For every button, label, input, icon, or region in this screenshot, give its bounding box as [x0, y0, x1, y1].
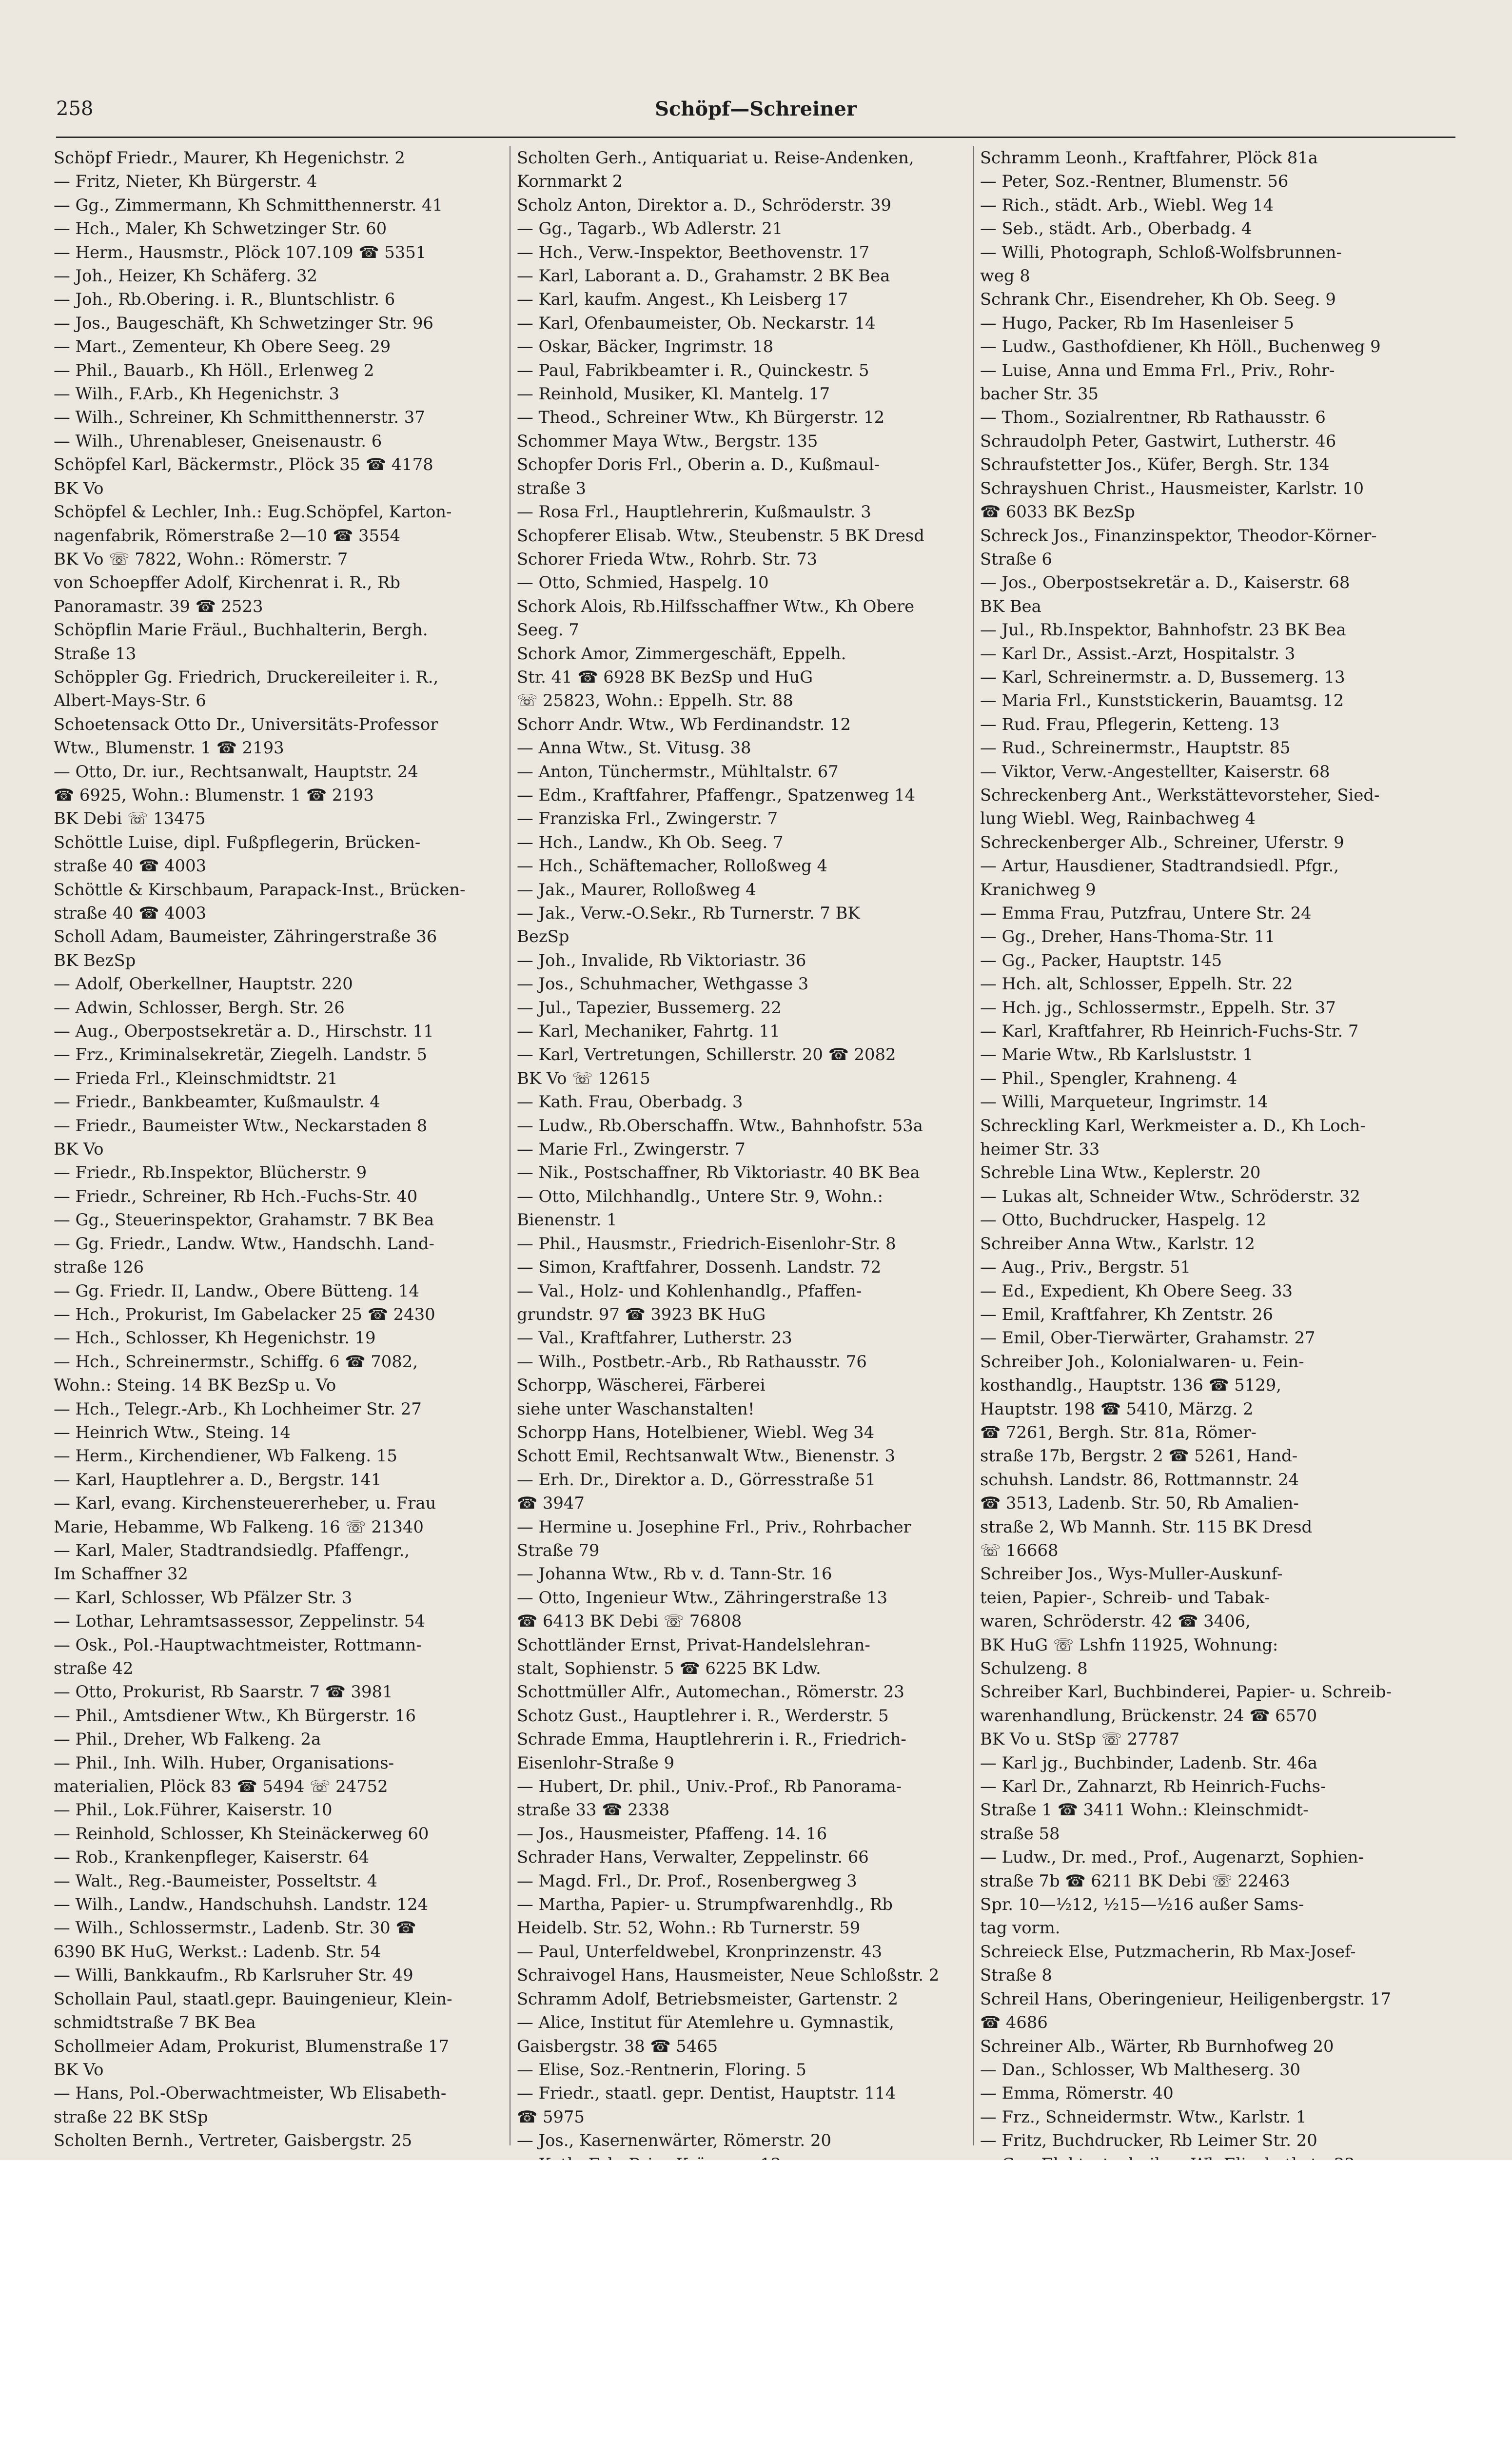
directory-entry: BK Vo	[54, 2060, 104, 2079]
directory-entry: — Otto, Dr. iur., Rechtsanwalt, Hauptstr. 24	[54, 762, 418, 781]
column-divider	[973, 146, 974, 2145]
directory-entry: — Ludw., Rb.Oberschaffn. Wtw., Bahnhofstr. 53a	[517, 1116, 923, 1135]
directory-entry: — Jos., Hausmeister, Pfaffeng. 14. 16	[517, 1824, 827, 1843]
directory-entry: — Wilh., Schreiner, Kh Schmitthennerstr. 37	[54, 408, 425, 427]
directory-entry: Schork Amor, Zimmergeschäft, Eppelh.	[517, 644, 846, 663]
directory-entry: — Wilh., Landw., Handschuhsh. Landstr. 124	[54, 1895, 428, 1914]
footer	[0, 2160, 1512, 2272]
directory-entry: Schreckling Karl, Werkmeister a. D., Kh Loch-	[980, 1116, 1366, 1135]
directory-entry: Schreckenberg Ant., Werkstättevorsteher, Sied-	[980, 785, 1380, 805]
page-header	[56, 93, 1455, 132]
directory-entry: — Karl, Vertretungen, Schillerstr. 20 ☎ 2082	[517, 1045, 896, 1064]
directory-entry: Kornmarkt 2	[517, 172, 623, 191]
header-rule	[56, 137, 1455, 138]
directory-entry: Schöppler Gg. Friedrich, Druckereileiter i. R.,	[54, 667, 439, 687]
directory-entry: bacher Str. 35	[980, 384, 1099, 404]
directory-entry: — Fritz, Buchdrucker, Rb Leimer Str. 20	[980, 2131, 1317, 2150]
directory-entry: Eisenlohr-Straße 9	[517, 1753, 674, 1772]
column-3	[980, 146, 1455, 2160]
directory-entry: — Wilh., Schlossermstr., Ladenb. Str. 30 ☎	[54, 1918, 416, 1938]
directory-entry: ☎ 6925, Wohn.: Blumenstr. 1 ☎ 2193	[54, 785, 374, 805]
directory-entry: — Karl, Ofenbaumeister, Ob. Neckarstr. 14	[517, 313, 876, 333]
directory-entry: — Hans, Pol.-Oberwachtmeister, Wb Elisabeth-	[54, 2084, 447, 2103]
directory-entry: Scholten Bernh., Vertreter, Gaisbergstr. 25	[54, 2131, 412, 2150]
directory-entry: Straße 6	[980, 549, 1052, 569]
directory-entry: — Edm., Kraftfahrer, Pfaffengr., Spatzenweg 14	[517, 785, 916, 805]
directory-entry: Schreiber Anna Wtw., Karlstr. 12	[980, 1234, 1255, 1253]
directory-entry: grundstr. 97 ☎ 3923 BK HuG	[517, 1304, 766, 1324]
directory-entry: — Val., Kraftfahrer, Lutherstr. 23	[517, 1328, 792, 1348]
directory-entry: Schreiner Alb., Wärter, Rb Burnhofweg 20	[980, 2036, 1334, 2056]
directory-entry: — Marie Frl., Zwingerstr. 7	[517, 1140, 746, 1159]
directory-entry: — Ludw., Dr. med., Prof., Augenarzt, Sophien-	[980, 1848, 1364, 1867]
directory-entry: — Luise, Anna und Emma Frl., Priv., Rohr-	[980, 360, 1335, 380]
directory-entry: — Karl, Mechaniker, Fahrtg. 11	[517, 1022, 780, 1041]
directory-entry: — Gg., Packer, Hauptstr. 145	[980, 950, 1222, 970]
directory-entry: — Marie Wtw., Rb Karlsluststr. 1	[980, 1045, 1253, 1064]
directory-entry: Schorpp, Wäscherei, Färberei	[517, 1376, 766, 1395]
directory-entry: BK Vo u. StSp ☏ 27787	[980, 1730, 1180, 1749]
directory-entry: — Mart., Zementeur, Kh Obere Seeg. 29	[54, 337, 391, 356]
directory-entry: — Karl, Kraftfahrer, Rb Heinrich-Fuchs-Str. 7	[980, 1022, 1359, 1041]
directory-entry: — Otto, Ingenieur Wtw., Zähringerstraße 13	[517, 1588, 888, 1607]
directory-entry: — Wilh., Uhrenableser, Gneisenaustr. 6	[54, 431, 382, 451]
directory-entry: — Alice, Institut für Atemlehre u. Gymnastik,	[517, 2013, 894, 2032]
directory-entry: — Otto, Buchdrucker, Haspelg. 12	[980, 1210, 1266, 1230]
directory-entry: nagenfabrik, Römerstraße 2—10 ☎ 3554	[54, 526, 400, 545]
directory-entry: Gaisbergstr. 38 ☎ 5465	[517, 2036, 718, 2056]
directory-entry: — Paul, Fabrikbeamter i. R., Quinckestr. 5	[517, 360, 869, 380]
directory-entry: — Rich., städt. Arb., Wiebl. Weg 14	[980, 195, 1274, 215]
directory-entry: BK Vo	[54, 1140, 104, 1159]
directory-entry: — Karl, kaufm. Angest., Kh Leisberg 17	[517, 290, 848, 309]
directory-entry: Seeg. 7	[517, 620, 579, 640]
directory-entry: straße 2, Wb Mannh. Str. 115 BK Dresd	[980, 1517, 1313, 1536]
directory-entry: Schork Alois, Rb.Hilfsschaffner Wtw., Kh Obere	[517, 596, 915, 616]
directory-entry: — Karl, Schreinermstr. a. D, Bussemerg. 13	[980, 667, 1345, 687]
directory-entry: — Viktor, Verw.-Angestellter, Kaiserstr. 68	[980, 762, 1330, 781]
directory-entry: — Aug., Priv., Bergstr. 51	[980, 1258, 1191, 1277]
directory-entry: — Gg. Friedr., Landw. Wtw., Handschh. Land-	[54, 1234, 434, 1253]
directory-entry: — Phil., Inh. Wilh. Huber, Organisations-	[54, 1753, 394, 1772]
directory-entry: Schorpp Hans, Hotelbiener, Wiebl. Weg 34	[517, 1422, 875, 1442]
directory-entry: — Anton, Tünchermstr., Mühltalstr. 67	[517, 762, 839, 781]
directory-entry: — Emma, Römerstr. 40	[980, 2084, 1174, 2103]
directory-entry: Schreckenberger Alb., Schreiner, Uferstr. 9	[980, 832, 1344, 852]
directory-entry: ☏ 25823, Wohn.: Eppelh. Str. 88	[517, 691, 793, 710]
directory-entry: Schreiber Karl, Buchbinderei, Papier- u. Schreib-	[980, 1682, 1392, 1702]
directory-entry: von Schoepffer Adolf, Kirchenrat i. R., Rb	[54, 573, 401, 592]
directory-entry: Schreieck Else, Putzmacherin, Rb Max-Josef-	[980, 1942, 1356, 1961]
directory-entry: — Paul, Unterfeldwebel, Kronprinzenstr. 43	[517, 1942, 883, 1961]
directory-entry: Schorer Frieda Wtw., Rohrb. Str. 73	[517, 549, 818, 569]
directory-entry: — Gg., Dreher, Hans-Thoma-Str. 11	[980, 927, 1276, 946]
directory-entry: Schramm Leonh., Kraftfahrer, Plöck 81a	[980, 148, 1318, 167]
directory-entry: Im Schaffner 32	[54, 1564, 188, 1584]
directory-entry: straße 22 BK StSp	[54, 2107, 208, 2126]
directory-entry: — Karl, evang. Kirchensteuererheber, u. Frau	[54, 1494, 436, 1513]
directory-entry: — Artur, Hausdiener, Stadtrandsiedl. Pfgr.,	[980, 856, 1339, 876]
directory-entry: straße 17b, Bergstr. 2 ☎ 5261, Hand-	[980, 1446, 1298, 1466]
directory-entry: — Johanna Wtw., Rb v. d. Tann-Str. 16	[517, 1564, 832, 1584]
directory-entry: Schorr Andr. Wtw., Wb Ferdinandstr. 12	[517, 714, 851, 734]
directory-entry: — Dan., Schlosser, Wb Maltheserg. 30	[980, 2060, 1301, 2079]
directory-entry: Schöpflin Marie Fräul., Buchhalterin, Bergh.	[54, 620, 428, 640]
directory-entry: — Herm., Kirchendiener, Wb Falkeng. 15	[54, 1446, 397, 1466]
directory-entry: — Val., Holz- und Kohlenhandlg., Pfaffen-	[517, 1281, 862, 1300]
directory-entry: — Rud., Schreinermstr., Hauptstr. 85	[980, 738, 1291, 758]
directory-entry: straße 126	[54, 1258, 144, 1277]
directory-entry: — Phil., Spengler, Krahneng. 4	[980, 1068, 1237, 1088]
directory-entry: — Reinhold, Musiker, Kl. Mantelg. 17	[517, 384, 830, 404]
directory-entry: — Jul., Rb.Inspektor, Bahnhofstr. 23 BK Bea	[980, 620, 1346, 640]
directory-entry: Straße 13	[54, 644, 137, 663]
directory-entry: Scholl Adam, Baumeister, Zähringerstraße 36	[54, 927, 437, 946]
directory-entry: — Karl, Maler, Stadtrandsiedlg. Pfaffengr.,	[54, 1540, 410, 1560]
directory-entry: — Hch., Prokurist, Im Gabelacker 25 ☎ 2430	[54, 1304, 435, 1324]
directory-entry: siehe unter Waschanstalten!	[517, 1399, 755, 1418]
directory-entry: straße 33 ☎ 2338	[517, 1800, 670, 1820]
column-divider	[510, 146, 511, 2145]
directory-entry: Schreck Jos., Finanzinspektor, Theodor-Körner-	[980, 526, 1377, 545]
directory-entry: weg 8	[980, 266, 1030, 286]
directory-entry: Schopferer Elisab. Wtw., Steubenstr. 5 BK Dresd	[517, 526, 924, 545]
directory-entry: ☎ 7261, Bergh. Str. 81a, Römer-	[980, 1422, 1257, 1442]
directory-entry: BK Vo ☏ 12615	[517, 1068, 650, 1088]
directory-entry: — Friedr., staatl. gepr. Dentist, Hauptstr. 114	[517, 2084, 896, 2103]
directory-entry: Schreiber Jos., Wys-Muller-Auskunf-	[980, 1564, 1283, 1584]
directory-entry: straße 3	[517, 478, 587, 498]
directory-entry: — Karl, Hauptlehrer a. D., Bergstr. 141	[54, 1470, 382, 1489]
directory-entry: Bienenstr. 1	[517, 1210, 617, 1230]
directory-entry: — Hch. jg., Schlossermstr., Eppelh. Str. 37	[980, 998, 1336, 1017]
directory-entry: straße 58	[980, 1824, 1060, 1843]
directory-entry: — Hch., Schreinermstr., Schiffg. 6 ☎ 7082,	[54, 1352, 418, 1371]
directory-entry: Schöpf Friedr., Maurer, Kh Hegenichstr. 2	[54, 148, 405, 167]
directory-entry: BK Bea	[980, 596, 1041, 616]
directory-entry: Schott Emil, Rechtsanwalt Wtw., Bienenstr. 3	[517, 1446, 896, 1466]
directory-entry: Heidelb. Str. 52, Wohn.: Rb Turnerstr. 59	[517, 1918, 861, 1938]
directory-entry: — Joh., Invalide, Rb Viktoriastr. 36	[517, 950, 806, 970]
directory-entry: — Erh. Dr., Direktor a. D., Görresstraße 51	[517, 1470, 876, 1489]
directory-entry: Schöpfel & Lechler, Inh.: Eug.Schöpfel, Karton-	[54, 502, 452, 522]
directory-entry: BK Debi ☏ 13475	[54, 809, 206, 828]
directory-entry: ☎ 5975	[517, 2107, 585, 2126]
directory-entry: lung Wiebl. Weg, Rainbachweg 4	[980, 809, 1256, 828]
directory-entry: — Joh., Heizer, Kh Schäferg. 32	[54, 266, 317, 286]
directory-entry: Str. 41 ☎ 6928 BK BezSp und HuG	[517, 667, 813, 687]
directory-entry: — Franziska Frl., Zwingerstr. 7	[517, 809, 778, 828]
directory-entry: heimer Str. 33	[980, 1140, 1100, 1159]
directory-entry: — Karl, Schlosser, Wb Pfälzer Str. 3	[54, 1588, 353, 1607]
directory-entry: — Willi, Marqueteur, Ingrimstr. 14	[980, 1092, 1268, 1112]
directory-entry: Schreiber Joh., Kolonialwaren- u. Fein-	[980, 1352, 1304, 1371]
directory-entry: — Frz., Schneidermstr. Wtw., Karlstr. 1	[980, 2107, 1307, 2126]
directory-entry: straße 42	[54, 1659, 134, 1678]
directory-entry: Straße 79	[517, 1540, 600, 1560]
directory-entry: — Frieda Frl., Kleinschmidtstr. 21	[54, 1068, 338, 1088]
page-number: 258	[56, 98, 94, 120]
directory-entry: — Hch., Landw., Kh Ob. Seeg. 7	[517, 832, 784, 852]
directory-entry: Albert-Mays-Str. 6	[54, 691, 206, 710]
directory-entry: BK Vo	[54, 478, 104, 498]
directory-entry: — Jos., Baugeschäft, Kh Schwetzinger Str. 96	[54, 313, 433, 333]
directory-entry: — Willi, Bankkaufm., Rb Karlsruher Str. 49	[54, 1966, 413, 1985]
directory-entry: — Otto, Prokurist, Rb Saarstr. 7 ☎ 3981	[54, 1682, 393, 1702]
directory-entry: — Friedr., Schreiner, Rb Hch.-Fuchs-Str. 40	[54, 1186, 418, 1206]
directory-entry: Scholten Gerh., Antiquariat u. Reise-Andenken,	[517, 148, 914, 167]
directory-entry: straße 40 ☎ 4003	[54, 904, 207, 923]
directory-entry: ☎ 4686	[980, 2013, 1048, 2032]
directory-entry: teien, Papier-, Schreib- und Tabak-	[980, 1588, 1270, 1607]
directory-entry: Wohn.: Steing. 14 BK BezSp u. Vo	[54, 1376, 336, 1395]
directory-entry: — Jos., Kasernenwärter, Römerstr. 20	[517, 2131, 832, 2150]
directory-entry: ☎ 3513, Ladenb. Str. 50, Rb Amalien-	[980, 1494, 1299, 1513]
directory-entry: — Hch., Maler, Kh Schwetzinger Str. 60	[54, 219, 387, 238]
directory-entry: Straße 8	[980, 1966, 1052, 1985]
directory-entry: Schrader Hans, Verwalter, Zeppelinstr. 66	[517, 1848, 869, 1867]
directory-entry: ☏ 16668	[980, 1540, 1059, 1560]
directory-entry: Straße 1 ☎ 3411 Wohn.: Kleinschmidt-	[980, 1800, 1309, 1820]
directory-entry: — Gg., Zimmermann, Kh Schmitthennerstr. 41	[54, 195, 443, 215]
directory-entry: Schrade Emma, Hauptlehrerin i. R., Friedrich-	[517, 1730, 906, 1749]
directory-entry: BK Vo ☏ 7822, Wohn.: Römerstr. 7	[54, 549, 348, 569]
directory-entry: — Lukas alt, Schneider Wtw., Schröderstr. 32	[980, 1186, 1360, 1206]
directory-entry: — Reinhold, Schlosser, Kh Steinäckerweg 60	[54, 1824, 429, 1843]
column-2	[517, 146, 992, 2160]
directory-entry: — Hch., Telegr.-Arb., Kh Lochheimer Str. 27	[54, 1399, 422, 1418]
directory-entry: — Karl Dr., Zahnarzt, Rb Heinrich-Fuchs-	[980, 1777, 1326, 1796]
directory-entry: — Hch., Schäftemacher, Rolloßweg 4	[517, 856, 827, 876]
directory-entry: — Ed., Expedient, Kh Obere Seeg. 33	[980, 1281, 1293, 1300]
directory-entry: — Oskar, Bäcker, Ingrimstr. 18	[517, 337, 774, 356]
directory-entry: Wtw., Blumenstr. 1 ☎ 2193	[54, 738, 284, 758]
directory-entry: — Hugo, Packer, Rb Im Hasenleiser 5	[980, 313, 1295, 333]
directory-entry: — Simon, Kraftfahrer, Dossenh. Landstr. 72	[517, 1258, 882, 1277]
directory-entry: Schottmüller Alfr., Automechan., Römerstr. 23	[517, 1682, 904, 1702]
directory-entry: — Joh., Rb.Obering. i. R., Bluntschlistr. 6	[54, 290, 395, 309]
directory-entry: Spr. 10—½12, ½15—½16 außer Sams-	[980, 1895, 1304, 1914]
directory-entry: tag vorm.	[980, 1918, 1060, 1938]
directory-entry: — Magd. Frl., Dr. Prof., Rosenbergweg 3	[517, 1871, 857, 1890]
directory-entry: — Rob., Krankenpfleger, Kaiserstr. 64	[54, 1848, 370, 1867]
directory-entry: schmidtstraße 7 BK Bea	[54, 2013, 256, 2032]
directory-entry: Schreil Hans, Oberingenieur, Heiligenbergstr. 17	[980, 1989, 1392, 2008]
directory-entry: — Wilh., F.Arb., Kh Hegenichstr. 3	[54, 384, 340, 404]
directory-entry: — Frz., Kriminalsekretär, Ziegelh. Landstr. 5	[54, 1045, 427, 1064]
directory-entry: — Adwin, Schlosser, Bergh. Str. 26	[54, 998, 345, 1017]
directory-entry: Schotz Gust., Hauptlehrer i. R., Werderstr. 5	[517, 1706, 889, 1725]
directory-entry: BK BezSp	[54, 950, 136, 970]
directory-entry: straße 7b ☎ 6211 BK Debi ☏ 22463	[980, 1871, 1290, 1890]
directory-entry: warenhandlung, Brückenstr. 24 ☎ 6570	[980, 1706, 1317, 1725]
directory-entry: Schraufstetter Jos., Küfer, Bergh. Str. 134	[980, 455, 1330, 474]
directory-entry: Schöttle & Kirschbaum, Parapack-Inst., Brücken-	[54, 880, 466, 899]
directory-entry: Schopfer Doris Frl., Oberin a. D., Kußmaul-	[517, 455, 880, 474]
directory-entry: straße 40 ☎ 4003	[54, 856, 207, 876]
directory-entry: — Phil., Bauarb., Kh Höll., Erlenweg 2	[54, 360, 374, 380]
directory-entry: stalt, Sophienstr. 5 ☎ 6225 BK Ldw.	[517, 1659, 821, 1678]
directory-entry: Scholz Anton, Direktor a. D., Schröderstr. 39	[517, 195, 892, 215]
directory-entry: — Hubert, Dr. phil., Univ.-Prof., Rb Panorama-	[517, 1777, 902, 1796]
directory-entry: — Otto, Milchhandlg., Untere Str. 9, Wohn.:	[517, 1186, 883, 1206]
directory-entry: Schottländer Ernst, Privat-Handelslehran-	[517, 1635, 870, 1654]
directory-entry: BK HuG ☏ Lshfn 11925, Wohnung:	[980, 1635, 1278, 1654]
directory-entry: — Emma Frau, Putzfrau, Untere Str. 24	[980, 904, 1312, 923]
directory-entry: — Gg., Tagarb., Wb Adlerstr. 21	[517, 219, 783, 238]
directory-entry: — Herm., Hausmstr., Plöck 107.109 ☎ 5351	[54, 242, 427, 262]
directory-entry: — Emil, Kraftfahrer, Kh Zentstr. 26	[980, 1304, 1273, 1324]
directory-entry: Schöpfel Karl, Bäckermstr., Plöck 35 ☎ 4178	[54, 455, 433, 474]
directory-entry: Marie, Hebamme, Wb Falkeng. 16 ☏ 21340	[54, 1517, 424, 1536]
directory-entry: — Gg., Steuerinspektor, Grahamstr. 7 BK Bea	[54, 1210, 434, 1230]
directory-entry: — Phil., Lok.Führer, Kaiserstr. 10	[54, 1800, 333, 1820]
directory-entry: — Anna Wtw., St. Vitusg. 38	[517, 738, 751, 758]
directory-entry: ☎ 6413 BK Debi ☏ 76808	[517, 1612, 742, 1631]
directory-entry: Schollmeier Adam, Prokurist, Blumenstraße 17	[54, 2036, 449, 2056]
directory-entry: — Maria Frl., Kunststickerin, Bauamtsg. 12	[980, 691, 1344, 710]
directory-entry: — Peter, Soz.-Rentner, Blumenstr. 56	[980, 172, 1289, 191]
directory-entry: — Willi, Photograph, Schloß-Wolfsbrunnen-	[980, 242, 1342, 262]
directory-entry: Schoetensack Otto Dr., Universitäts-Professor	[54, 714, 438, 734]
directory-entry: — Emil, Ober-Tierwärter, Grahamstr. 27	[980, 1328, 1316, 1348]
directory-entry: Kranichweg 9	[980, 880, 1096, 899]
directory-entry: Schrayshuen Christ., Hausmeister, Karlstr. 10	[980, 478, 1364, 498]
directory-entry: Schraudolph Peter, Gastwirt, Lutherstr. 46	[980, 431, 1336, 451]
directory-entry: — Lothar, Lehramtsassessor, Zeppelinstr. 54	[54, 1612, 426, 1631]
directory-entry: — Jos., Schuhmacher, Wethgasse 3	[517, 974, 809, 994]
directory-entry: — Phil., Dreher, Wb Falkeng. 2a	[54, 1730, 321, 1749]
directory-entry: — Heinrich Wtw., Steing. 14	[54, 1422, 291, 1442]
directory-entry: — Rosa Frl., Hauptlehrerin, Kußmaulstr. 3	[517, 502, 871, 522]
directory-entry: — Osk., Pol.-Hauptwachtmeister, Rottmann-	[54, 1635, 422, 1654]
directory-entry: — Otto, Schmied, Haspelg. 10	[517, 573, 769, 592]
directory-entry: — Hch., Schlosser, Kh Hegenichstr. 19	[54, 1328, 376, 1348]
directory-entry: — Friedr., Rb.Inspektor, Blücherstr. 9	[54, 1163, 367, 1182]
directory-entry: ☎ 3947	[517, 1494, 585, 1513]
directory-entry: — Hch. alt, Schlosser, Eppelh. Str. 22	[980, 974, 1293, 994]
directory-entry: — Thom., Sozialrentner, Rb Rathausstr. 6	[980, 408, 1326, 427]
directory-entry: — Jak., Verw.-O.Sekr., Rb Turnerstr. 7 BK	[517, 904, 860, 923]
column-1	[54, 146, 529, 2160]
directory-entry: — Hch., Verw.-Inspektor, Beethovenstr. 17	[517, 242, 870, 262]
directory-entry: Schraivogel Hans, Hausmeister, Neue Schloßstr. 2	[517, 1966, 940, 1985]
directory-entry: — Jul., Tapezier, Bussemerg. 22	[517, 998, 782, 1017]
directory-entry: BezSp	[517, 927, 569, 946]
directory-entry: materialien, Plöck 83 ☎ 5494 ☏ 24752	[54, 1777, 388, 1796]
directory-entry: waren, Schröderstr. 42 ☎ 3406,	[980, 1612, 1251, 1631]
directory-entry: — Jos., Oberpostsekretär a. D., Kaiserstr. 68	[980, 573, 1350, 592]
directory-entry: — Aug., Oberpostsekretär a. D., Hirschstr. 11	[54, 1022, 434, 1041]
directory-entry: schuhsh. Landstr. 86, Rottmannstr. 24	[980, 1470, 1299, 1489]
directory-entry: — Seb., städt. Arb., Oberbadg. 4	[980, 219, 1252, 238]
directory-entry: Schöttle Luise, dipl. Fußpflegerin, Brücken-	[54, 832, 421, 852]
directory-entry: — Kath. Frau, Oberbadg. 3	[517, 1092, 743, 1112]
directory-entry: — Ludw., Gasthofdiener, Kh Höll., Buchenweg 9	[980, 337, 1381, 356]
directory-entry: — Hermine u. Josephine Frl., Priv., Rohrbacher	[517, 1517, 911, 1536]
directory-entry: — Rud. Frau, Pflegerin, Ketteng. 13	[980, 714, 1280, 734]
directory-entry: — Friedr., Bankbeamter, Kußmaulstr. 4	[54, 1092, 380, 1112]
directory-entry: — Phil., Hausmstr., Friedrich-Eisenlohr-Str. 8	[517, 1234, 896, 1253]
directory-entry: — Karl jg., Buchbinder, Ladenb. Str. 46a	[980, 1753, 1317, 1772]
directory-entry: — Nik., Postschaffner, Rb Viktoriastr. 40 BK Bea	[517, 1163, 920, 1182]
directory-entry: — Theod., Schreiner Wtw., Kh Bürgerstr. 12	[517, 408, 885, 427]
directory-entry: Schollain Paul, staatl.gepr. Bauingenieur, Klein-	[54, 1989, 452, 2008]
directory-entry: — Friedr., Baumeister Wtw., Neckarstaden 8	[54, 1116, 428, 1135]
directory-entry: — Elise, Soz.-Rentnerin, Floring. 5	[517, 2060, 806, 2079]
running-title: Schöpf—Schreiner	[655, 98, 857, 120]
directory-entry: Schommer Maya Wtw., Bergstr. 135	[517, 431, 818, 451]
directory-entry: — Gg. Friedr. II, Landw., Obere Bütteng. 14	[54, 1281, 419, 1300]
directory-entry: Schramm Adolf, Betriebsmeister, Gartenstr. 2	[517, 1989, 899, 2008]
directory-entry: — Walt., Reg.-Baumeister, Posseltstr. 4	[54, 1871, 377, 1890]
directory-entry: Schrank Chr., Eisendreher, Kh Ob. Seeg. 9	[980, 290, 1336, 309]
directory-entry: kosthandlg., Hauptstr. 136 ☎ 5129,	[980, 1376, 1282, 1395]
directory-entry: — Wilh., Postbetr.-Arb., Rb Rathausstr. 76	[517, 1352, 867, 1371]
directory-entry: — Adolf, Oberkellner, Hauptstr. 220	[54, 974, 353, 994]
directory-entry: — Phil., Amtsdiener Wtw., Kh Bürgerstr. 16	[54, 1706, 416, 1725]
directory-entry: — Fritz, Nieter, Kh Bürgerstr. 4	[54, 172, 317, 191]
directory-entry: — Martha, Papier- u. Strumpfwarenhdlg., Rb	[517, 1895, 893, 1914]
directory-entry: Schreble Lina Wtw., Keplerstr. 20	[980, 1163, 1261, 1182]
directory-entry: Hauptstr. 198 ☎ 5410, Märzg. 2	[980, 1399, 1254, 1418]
directory-entry: Schulzeng. 8	[980, 1659, 1088, 1678]
directory-entry: — Karl Dr., Assist.-Arzt, Hospitalstr. 3	[980, 644, 1296, 663]
directory-entry: ☎ 6033 BK BezSp	[980, 502, 1135, 522]
directory-entry: Panoramastr. 39 ☎ 2523	[54, 596, 263, 616]
directory-entry: — Jak., Maurer, Rolloßweg 4	[517, 880, 756, 899]
directory-entry: — Karl, Laborant a. D., Grahamstr. 2 BK Bea	[517, 266, 890, 286]
directory-entry: 6390 BK HuG, Werkst.: Ladenb. Str. 54	[54, 1942, 381, 1961]
